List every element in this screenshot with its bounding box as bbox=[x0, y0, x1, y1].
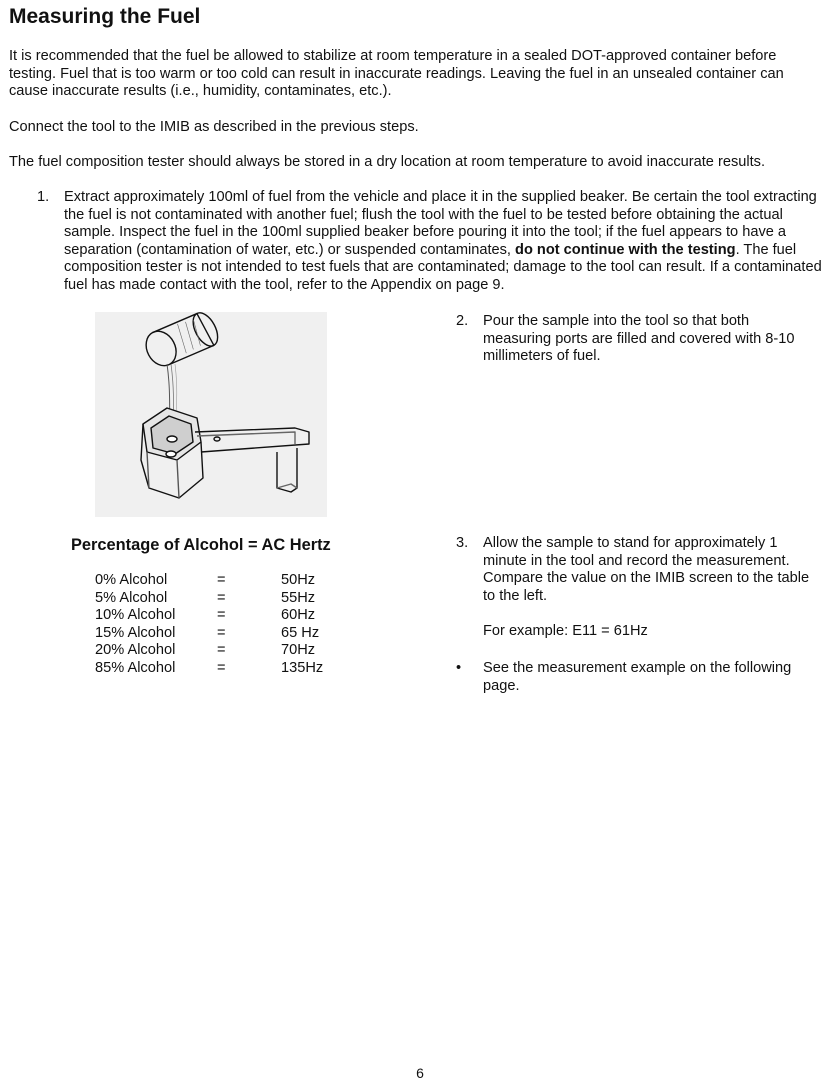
hertz-value: 135Hz bbox=[281, 659, 324, 676]
step-text: Allow the sample to stand for approximately 1 minute in the tool and record the measurement. Compare the value on the IMIB screen to the table to the left. bbox=[483, 535, 810, 604]
step-number: 2. bbox=[456, 313, 469, 329]
connect-paragraph: Connect the tool to the IMIB as described in the previous steps. bbox=[9, 119, 419, 135]
hertz-value: 55Hz bbox=[281, 589, 316, 606]
table-row bbox=[95, 625, 355, 643]
equals-sign: = bbox=[217, 624, 226, 641]
bullet-text: See the measurement example on the following page. bbox=[483, 660, 792, 694]
equals-sign: = bbox=[217, 659, 226, 676]
step-number: 1. bbox=[37, 189, 50, 205]
step-text bbox=[64, 189, 834, 295]
alcohol-percent: 85% Alcohol bbox=[95, 659, 176, 676]
step-text-after: . The fuel composition tester is not intended to test fuels that are contaminated; damage to the tool can result. If a contaminated fuel has made contact with the tool, refer to the Appendix on page 9. bbox=[64, 241, 822, 293]
bullet-dot: • bbox=[456, 660, 462, 676]
equals-sign: = bbox=[217, 642, 226, 659]
fuel-pour-illustration bbox=[95, 312, 327, 517]
equals-sign: = bbox=[217, 607, 226, 624]
hertz-value: 70Hz bbox=[281, 642, 316, 659]
step-number: 3. bbox=[456, 535, 469, 551]
alcohol-percent: 5% Alcohol bbox=[95, 589, 168, 606]
page-number: 6 bbox=[416, 1065, 424, 1081]
table-row bbox=[95, 607, 355, 625]
equals-sign: = bbox=[217, 572, 226, 588]
hertz-value: 65 Hz bbox=[281, 624, 320, 641]
example-text: For example: E11 = 61Hz bbox=[483, 623, 648, 639]
storage-paragraph: The fuel composition tester should always be stored in a dry location at room temperature to avoid inaccurate results. bbox=[9, 154, 766, 170]
equals-sign: = bbox=[217, 589, 226, 606]
step-text: Pour the sample into the tool so that both measuring ports are filled and covered with 8-10 millimeters of fuel. bbox=[483, 313, 795, 365]
alcohol-percent: 0% Alcohol bbox=[95, 572, 168, 588]
step-warning: do not continue with the testing bbox=[515, 241, 736, 258]
step-text-before: Extract approximately 100ml of fuel from the vehicle and place it in the supplied beaker. Be certain the tool extracting the fuel is not contaminated with another fuel; flush the tool with the fuel to be tested before obtaining the actual sample. Inspect the fuel in the 100ml supplied beaker before pouring it into the tool; if the fuel appears to have a separation (contamination of water, etc.) or suspended contaminates, bbox=[64, 189, 817, 258]
intro-paragraph: It is recommended that the fuel be allowed to stabilize at room temperature in a sealed DOT-approved container before testing. Fuel that is too warm or too cold can result in inaccurate readings. Leaving the fuel in an unsealed container can cause inaccurate results (i.e., humidity, contaminates, etc.). bbox=[9, 48, 784, 100]
alcohol-hertz-table bbox=[95, 572, 355, 678]
page-title: Measuring the Fuel bbox=[9, 5, 201, 28]
alcohol-percent: 10% Alcohol bbox=[95, 607, 176, 624]
table-row bbox=[95, 590, 355, 608]
beaker-pouring-into-tester-image bbox=[95, 312, 327, 517]
hertz-value: 50Hz bbox=[281, 572, 316, 588]
table-row bbox=[95, 642, 355, 660]
hertz-value: 60Hz bbox=[281, 607, 316, 624]
alcohol-table-title: Percentage of Alcohol = AC Hertz bbox=[71, 536, 331, 554]
table-row bbox=[95, 660, 355, 678]
alcohol-percent: 20% Alcohol bbox=[95, 642, 176, 659]
table-row bbox=[95, 572, 355, 590]
alcohol-percent: 15% Alcohol bbox=[95, 624, 176, 641]
